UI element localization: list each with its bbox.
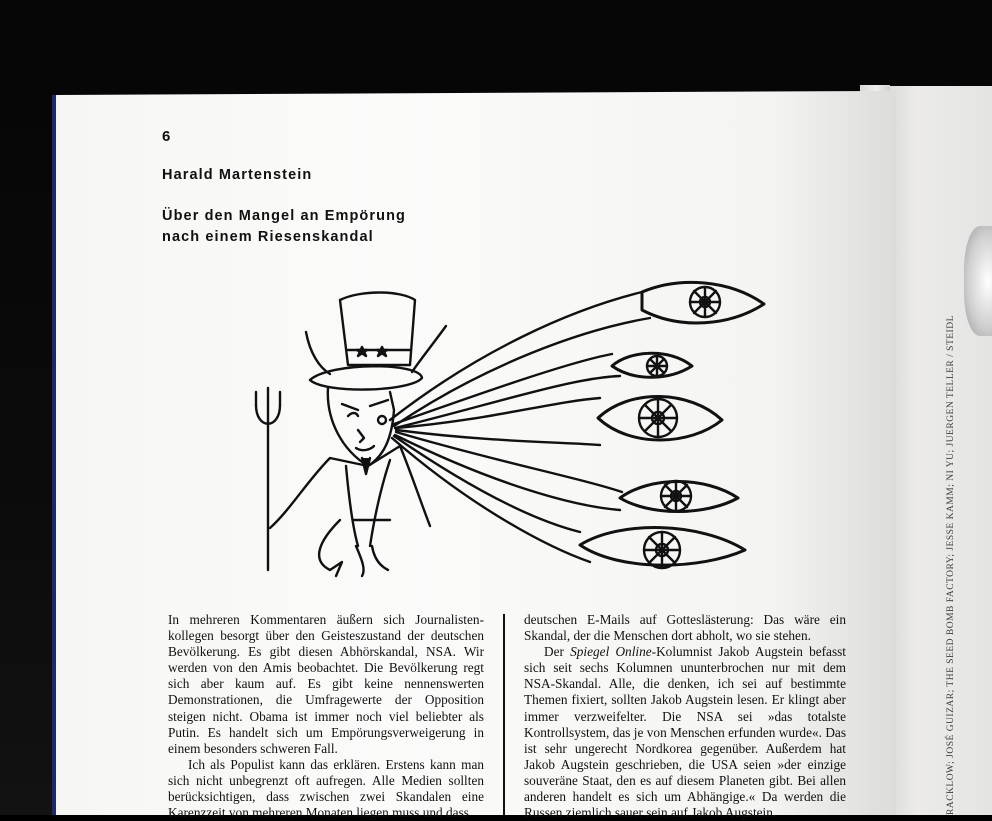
publication-name: Spiegel Online [570, 644, 652, 660]
eye-5-icon [580, 528, 745, 568]
article-title [162, 206, 406, 248]
eye-4-icon [620, 481, 738, 512]
top-hat-icon [310, 293, 422, 390]
spine-credit: RACKLOW; JOSÉ GUIZAR; THE SEED BOMB FACTORY; JESSE KAMM; NI YU; JUERGEN TELLER / STEIDL [946, 315, 956, 815]
paragraph-prefix: Der [544, 644, 571, 660]
beam-1 [390, 292, 650, 426]
devil-face [328, 388, 394, 474]
column-divider [503, 614, 505, 815]
paragraph-body: -Kolumnist Jakob Augstein befasst sich seit sechs Kolumnen ununterbrochen nur mit dem NSA-Skandal. Alle, die denken, ich sei auf bestimmte Themen fixiert, sollten Jakob Augstein lesen. Er klingt aber immer verzweifelter. Die NSA sei »das totalste Kontrollsystem, das je von Menschen erfunden wurde«. Das ist sehr ungerecht Nordkorea gegenüber. Außerdem hat Jakob Augstein geschrieben, die USA seien »der einzige souveräne Staat, den es auf diesem Planeten gibt. Bei allen anderen handelt es sich um Abhängige.« Da werden die Russen ziemlich sauer sein auf Jakob Augstein. [524, 644, 846, 821]
trident-icon [256, 388, 280, 570]
devil-tail [319, 520, 342, 576]
left-horn [306, 332, 330, 374]
paragraph: deutschen E-Mails auf Gotteslästerung: Das wäre ein Skandal, der die Menschen dort abholt, wo sie stehen. [524, 612, 846, 644]
page-number: 6 [162, 128, 171, 145]
right-horn [412, 326, 446, 372]
text-column-right [524, 612, 846, 821]
facing-page [884, 86, 992, 815]
paragraph [524, 644, 846, 821]
title-line-1: Über den Mangel an Empörung [162, 208, 406, 224]
paragraph: Ich als Populist kann das erklären. Erstens kann man sich nicht unbegrenzt oft aufregen. Alle Medien sollten berücksichtigen, dass zwischen zwei Skandalen eine Karenzzeit von mehreren Monaten liegen muss und dass [168, 756, 484, 821]
author-name: Harald Martenstein [162, 167, 313, 183]
title-line-2: nach einem Riesenskandal [162, 229, 374, 245]
eye-1-icon [642, 282, 764, 323]
eye-3-icon [598, 396, 722, 440]
eye-2-icon [612, 353, 692, 377]
vase-object [964, 226, 992, 336]
devil-coat [270, 446, 430, 576]
devil-uncle-sam-illustration [250, 270, 770, 580]
text-column-left [168, 612, 484, 821]
paragraph: In mehreren Kommentaren äußern sich Journalistenkollegen besorgt über den Geisteszustand der deutschen Bevölkerung. Es gibt diesen Abhörskandal, NSA. Wir werden von den Amis beobachtet. Die Bevölkerung regt sich aber kaum auf. Es gibt keine nennenswerten Demonstrationen, die Umfragewerte der Opposition steigen nicht. Obama ist immer noch viel beliebter als Putin. Es handelt sich um Empörungsverweigerung in einem besonders schweren Fall. [168, 612, 484, 756]
